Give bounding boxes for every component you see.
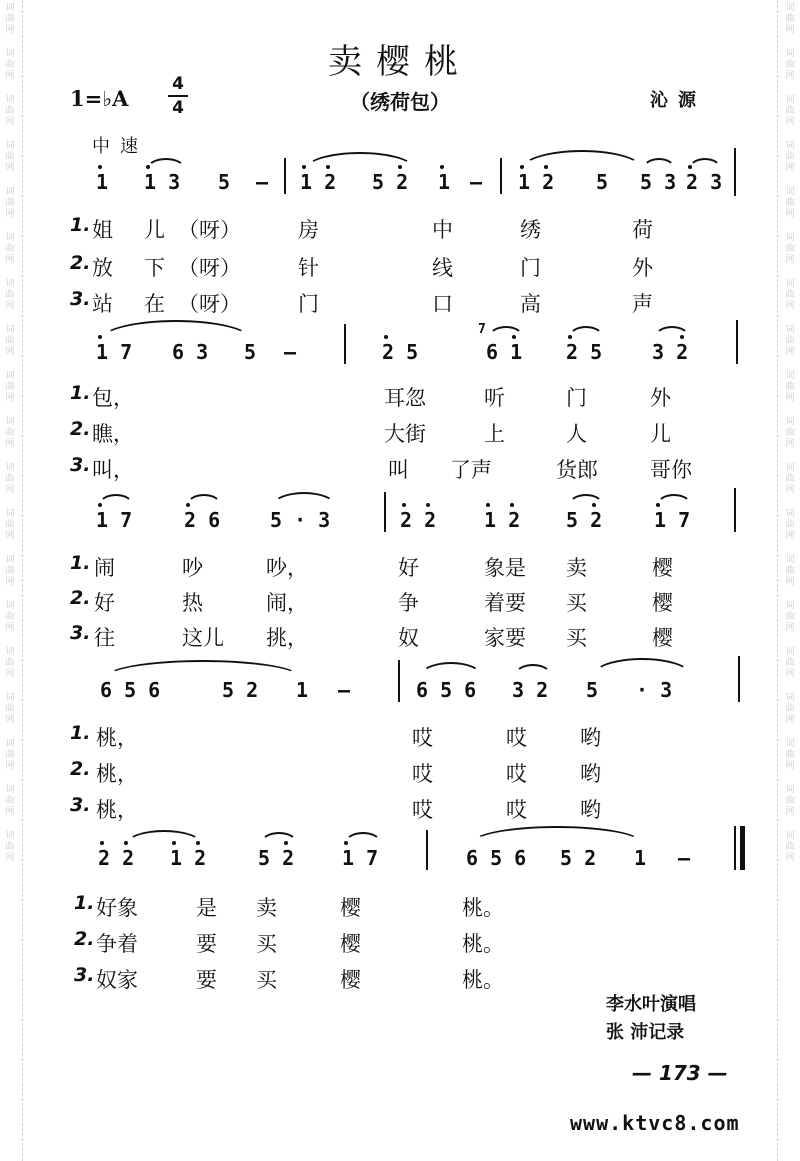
note-group: 5 bbox=[218, 170, 231, 194]
side-watermark-text: 词 曲 网 bbox=[785, 601, 795, 633]
song-author: 沁源 bbox=[650, 90, 706, 111]
note-group: 1 bbox=[296, 678, 309, 702]
verse-number: 3. bbox=[70, 622, 91, 644]
slur bbox=[488, 326, 524, 338]
side-watermark-text: 词 曲 网 bbox=[785, 187, 795, 219]
note-group: 5 2 bbox=[222, 678, 259, 702]
slur bbox=[568, 326, 604, 338]
note-group: 6 1 bbox=[486, 340, 523, 364]
side-watermark-text: 词 曲 网 bbox=[5, 49, 15, 81]
barline bbox=[736, 320, 738, 364]
side-watermark-text: 词 曲 网 bbox=[5, 3, 15, 35]
tempo-marking: 中速 bbox=[92, 136, 148, 157]
lyric-word: 货郎 bbox=[556, 458, 598, 482]
lyric-word: 争着 bbox=[96, 932, 138, 956]
side-watermark-text: 词 曲 网 bbox=[5, 739, 15, 771]
key-signature: 1=♭A bbox=[70, 86, 129, 111]
octave-dot bbox=[98, 165, 102, 169]
lyric-word: 吵 bbox=[182, 556, 203, 580]
lyric-word: 家要 bbox=[484, 626, 526, 650]
lyric-word: 樱 bbox=[652, 626, 673, 650]
verse-number: 2. bbox=[70, 418, 91, 440]
octave-dot bbox=[384, 335, 388, 339]
note-group: 1 2 bbox=[484, 508, 521, 532]
lyric-word: 房 bbox=[298, 218, 319, 242]
lyric-word: 哥你 bbox=[650, 458, 692, 482]
lyric-word: 中 bbox=[432, 218, 453, 242]
verse-number: 3. bbox=[70, 454, 91, 476]
lyric-word: 哎 bbox=[506, 798, 527, 822]
lyric-word: 瞧， bbox=[92, 422, 134, 446]
lyric-word: 奴 bbox=[398, 626, 419, 650]
lyric-word: 了声 bbox=[450, 458, 492, 482]
side-watermark-text: 词 曲 网 bbox=[5, 601, 15, 633]
lyric-word: （呀） bbox=[178, 218, 241, 242]
side-watermark-text: 词 曲 网 bbox=[785, 141, 795, 173]
lyric-word: （呀） bbox=[178, 292, 241, 316]
note-group: 1 2 bbox=[170, 846, 207, 870]
side-watermark-text: 词 曲 网 bbox=[5, 555, 15, 587]
side-watermark-text: 词 曲 网 bbox=[785, 233, 795, 265]
slur bbox=[592, 658, 692, 676]
slur bbox=[304, 152, 416, 170]
note-group: 1 7 bbox=[96, 508, 133, 532]
side-watermark-text: 词 曲 网 bbox=[785, 509, 795, 541]
lyric-word: 这儿 bbox=[182, 626, 224, 650]
lyric-word: 声 bbox=[632, 292, 653, 316]
barline bbox=[734, 488, 736, 532]
note-group: 5 · 3 bbox=[270, 508, 331, 532]
lyric-word: 下 bbox=[144, 256, 165, 280]
slur bbox=[186, 494, 222, 506]
left-watermark-strip bbox=[0, 0, 20, 1161]
note-group: 1 2 bbox=[518, 170, 555, 194]
time-signature-bottom: 4 bbox=[172, 98, 184, 118]
side-watermark-text: 词 曲 网 bbox=[5, 647, 15, 679]
side-watermark-text: 词 曲 网 bbox=[5, 509, 15, 541]
lyric-word: 叫 bbox=[388, 458, 409, 482]
slur bbox=[656, 494, 692, 506]
note-group: 1 3 bbox=[144, 170, 181, 194]
lyric-word: 上 bbox=[484, 422, 505, 446]
barline bbox=[384, 492, 386, 532]
lyric-word: 高 bbox=[520, 292, 541, 316]
page-number: — 173 — bbox=[632, 1061, 728, 1085]
lyric-word: 绣 bbox=[520, 218, 541, 242]
lyric-word: 买 bbox=[256, 932, 277, 956]
side-watermark-text: 词 曲 网 bbox=[785, 279, 795, 311]
recorder-credit: 张 沛记录 bbox=[606, 1022, 685, 1043]
lyric-word: 买 bbox=[566, 591, 587, 615]
side-watermark-text: 词 曲 网 bbox=[785, 325, 795, 357]
lyric-word: 站 bbox=[92, 292, 113, 316]
lyric-word: 是 bbox=[196, 896, 217, 920]
note-group: 5 2 bbox=[560, 846, 597, 870]
lyric-word: 哎 bbox=[412, 762, 433, 786]
lyric-word: 在 bbox=[144, 292, 165, 316]
website-watermark[interactable] bbox=[570, 1111, 740, 1135]
side-watermark-text: 词 曲 网 bbox=[5, 187, 15, 219]
note-group: 1 7 bbox=[654, 508, 691, 532]
note-group: 5 bbox=[586, 678, 599, 702]
note-group: 5 2 bbox=[372, 170, 409, 194]
verse-number: 1. bbox=[70, 722, 91, 744]
lyric-word: 热 bbox=[182, 591, 203, 615]
lyric-word: 卖 bbox=[256, 896, 277, 920]
lyric-word: 哎 bbox=[412, 726, 433, 750]
lyric-word: 樱 bbox=[340, 932, 361, 956]
octave-dot bbox=[440, 165, 444, 169]
verse-number: 2. bbox=[70, 252, 91, 274]
lyric-word: 着要 bbox=[484, 591, 526, 615]
lyric-word: 樱 bbox=[340, 968, 361, 992]
slur bbox=[344, 832, 382, 844]
side-watermark-text: 词 曲 网 bbox=[785, 417, 795, 449]
left-margin-line bbox=[22, 0, 23, 1161]
lyric-word: 买 bbox=[256, 968, 277, 992]
side-watermark-text: 词 曲 网 bbox=[5, 831, 15, 863]
octave-dot bbox=[486, 503, 490, 507]
note-group: – bbox=[256, 170, 269, 194]
lyric-word: 外 bbox=[632, 256, 653, 280]
lyric-word: 象是 bbox=[484, 556, 526, 580]
lyric-word: 线 bbox=[432, 256, 453, 280]
lyric-word: 放 bbox=[92, 256, 113, 280]
final-barline-thin bbox=[734, 826, 736, 870]
song-subtitle: （绣荷包） bbox=[350, 90, 450, 114]
lyric-word: 哎 bbox=[506, 762, 527, 786]
website-url[interactable]: www.ktvc8.com bbox=[570, 1111, 740, 1135]
side-watermark-text: 词 曲 网 bbox=[785, 555, 795, 587]
side-watermark-text: 词 曲 网 bbox=[5, 95, 15, 127]
lyric-word: 好象 bbox=[96, 896, 138, 920]
lyric-word: 荷 bbox=[632, 218, 653, 242]
note-group: 5 bbox=[244, 340, 257, 364]
octave-dot bbox=[402, 503, 406, 507]
lyric-word: 门 bbox=[520, 256, 541, 280]
lyric-word: 挑， bbox=[266, 626, 308, 650]
side-watermark-text: 词 曲 网 bbox=[5, 371, 15, 403]
side-watermark-text: 词 曲 网 bbox=[5, 693, 15, 725]
note-group: 1 2 bbox=[300, 170, 337, 194]
verse-number: 1. bbox=[70, 382, 91, 404]
lyric-word: 哟 bbox=[580, 798, 601, 822]
lyric-word: 哟 bbox=[580, 762, 601, 786]
note-group: – bbox=[678, 846, 691, 870]
barline bbox=[344, 324, 346, 364]
lyric-word: 哎 bbox=[412, 798, 433, 822]
lyric-word: 门 bbox=[298, 292, 319, 316]
slur bbox=[568, 494, 604, 506]
side-watermark-text: 词 曲 网 bbox=[5, 233, 15, 265]
slur bbox=[272, 492, 336, 506]
barline bbox=[426, 830, 428, 870]
lyric-word: 好 bbox=[94, 591, 115, 615]
slur bbox=[126, 830, 202, 844]
lyric-word: 叫， bbox=[92, 458, 134, 482]
side-watermark-text: 词 曲 网 bbox=[5, 141, 15, 173]
lyric-word: 耳忽 bbox=[384, 386, 426, 410]
lyric-word: 争 bbox=[398, 591, 419, 615]
time-signature-top: 4 bbox=[172, 74, 184, 94]
octave-dot bbox=[100, 841, 104, 845]
lyric-word: 樱 bbox=[652, 556, 673, 580]
note-group: 1 bbox=[438, 170, 451, 194]
slur bbox=[98, 494, 134, 506]
slur bbox=[688, 158, 722, 170]
slur bbox=[470, 826, 644, 844]
side-watermark-text: 词 曲 网 bbox=[785, 739, 795, 771]
lyric-word: 好 bbox=[398, 556, 419, 580]
lyric-word: 桃。 bbox=[462, 896, 504, 920]
note-group: 5 2 bbox=[258, 846, 295, 870]
lyric-word: 口 bbox=[432, 292, 453, 316]
lyric-word: 包， bbox=[92, 386, 134, 410]
note-group: 2 2 bbox=[400, 508, 437, 532]
verse-number: 3. bbox=[70, 288, 91, 310]
lyric-word: 姐 bbox=[92, 218, 113, 242]
note-group: 2 2 bbox=[98, 846, 135, 870]
lyric-word: 针 bbox=[298, 256, 319, 280]
lyric-word: 外 bbox=[650, 386, 671, 410]
verse-number: 1. bbox=[70, 552, 91, 574]
verse-number: 1. bbox=[70, 214, 91, 236]
grace-note: 7 bbox=[478, 322, 486, 337]
side-watermark-text: 词 曲 网 bbox=[785, 463, 795, 495]
lyric-word: 樱 bbox=[340, 896, 361, 920]
lyric-word: 哟 bbox=[580, 726, 601, 750]
verse-number: 3. bbox=[74, 964, 95, 986]
note-group: 6 5 6 bbox=[416, 678, 477, 702]
side-watermark-text: 词 曲 网 bbox=[5, 279, 15, 311]
note-group: 1 7 bbox=[96, 340, 133, 364]
slur bbox=[260, 832, 298, 844]
note-group: – bbox=[338, 678, 351, 702]
side-watermark-text: 词 曲 网 bbox=[785, 785, 795, 817]
right-margin-line bbox=[777, 0, 778, 1161]
slur bbox=[420, 662, 482, 676]
side-watermark-text: 词 曲 网 bbox=[5, 325, 15, 357]
lyric-word: 桃， bbox=[96, 726, 138, 750]
note-group: – bbox=[470, 170, 483, 194]
lyric-word: 桃。 bbox=[462, 932, 504, 956]
lyric-word: 吵， bbox=[266, 556, 308, 580]
lyric-word: （呀） bbox=[178, 256, 241, 280]
lyric-word: 桃， bbox=[96, 798, 138, 822]
final-barline-thick bbox=[740, 826, 745, 870]
note-group: 6 5 6 bbox=[466, 846, 527, 870]
lyric-word: 大街 bbox=[384, 422, 426, 446]
lyric-word: 儿 bbox=[650, 422, 671, 446]
side-watermark-text: 词 曲 网 bbox=[785, 3, 795, 35]
barline bbox=[738, 656, 740, 702]
side-watermark-text: 词 曲 网 bbox=[785, 831, 795, 863]
verse-number: 3. bbox=[70, 794, 91, 816]
barline bbox=[500, 158, 502, 194]
side-watermark-text: 词 曲 网 bbox=[5, 417, 15, 449]
barline bbox=[734, 148, 736, 196]
lyric-word: 要 bbox=[196, 968, 217, 992]
side-watermark-text: 词 曲 网 bbox=[785, 95, 795, 127]
verse-number: 1. bbox=[74, 892, 95, 914]
lyric-word: 桃， bbox=[96, 762, 138, 786]
lyric-word: 儿 bbox=[144, 218, 165, 242]
side-watermark-text: 词 曲 网 bbox=[785, 371, 795, 403]
note-group: 2 5 bbox=[566, 340, 603, 364]
note-group: 5 2 bbox=[566, 508, 603, 532]
note-group: 3 2 bbox=[652, 340, 689, 364]
note-group: 1 7 bbox=[342, 846, 379, 870]
side-watermark-text: 词 曲 网 bbox=[785, 647, 795, 679]
note-group: 1 bbox=[634, 846, 647, 870]
note-group: 5 bbox=[596, 170, 609, 194]
barline bbox=[284, 158, 286, 194]
octave-dot bbox=[510, 503, 514, 507]
note-group: 2 6 bbox=[184, 508, 221, 532]
lyric-word: 桃。 bbox=[462, 968, 504, 992]
verse-number: 2. bbox=[74, 928, 95, 950]
side-watermark-text: 词 曲 网 bbox=[5, 785, 15, 817]
singer-credit: 李水叶演唱 bbox=[606, 994, 696, 1015]
lyric-word: 听 bbox=[484, 386, 505, 410]
note-group: 2 3 bbox=[686, 170, 723, 194]
lyric-word: 买 bbox=[566, 626, 587, 650]
lyric-word: 闹， bbox=[266, 591, 308, 615]
slur bbox=[520, 150, 644, 170]
lyric-word: 往 bbox=[94, 626, 115, 650]
note-group: 6 3 bbox=[172, 340, 209, 364]
lyric-word: 门 bbox=[566, 386, 587, 410]
barline bbox=[398, 660, 400, 702]
side-watermark-text: 词 曲 网 bbox=[785, 693, 795, 725]
lyric-word: 奴家 bbox=[96, 968, 138, 992]
note-group: 1 bbox=[96, 170, 109, 194]
note-group: 2 5 bbox=[382, 340, 419, 364]
lyric-word: 人 bbox=[566, 422, 587, 446]
verse-number: 2. bbox=[70, 587, 91, 609]
octave-dot bbox=[426, 503, 430, 507]
note-group: 6 5 6 bbox=[100, 678, 161, 702]
note-group: 3 2 bbox=[512, 678, 549, 702]
verse-number: 2. bbox=[70, 758, 91, 780]
lyric-word: 哎 bbox=[506, 726, 527, 750]
note-group: · 3 bbox=[636, 678, 673, 702]
slur bbox=[100, 320, 252, 340]
side-watermark-text: 词 曲 网 bbox=[5, 463, 15, 495]
note-group: – bbox=[284, 340, 297, 364]
slur bbox=[104, 660, 302, 678]
lyric-word: 闹 bbox=[94, 556, 115, 580]
right-watermark-strip bbox=[780, 0, 800, 1161]
slur bbox=[654, 326, 690, 338]
note-group: 5 3 bbox=[640, 170, 677, 194]
slur bbox=[514, 664, 552, 676]
slur bbox=[146, 158, 186, 170]
side-watermark-text: 词 曲 网 bbox=[785, 49, 795, 81]
song-title: 卖樱桃 bbox=[328, 42, 472, 82]
slur bbox=[642, 158, 676, 170]
lyric-word: 樱 bbox=[652, 591, 673, 615]
lyric-word: 要 bbox=[196, 932, 217, 956]
lyric-word: 卖 bbox=[566, 556, 587, 580]
